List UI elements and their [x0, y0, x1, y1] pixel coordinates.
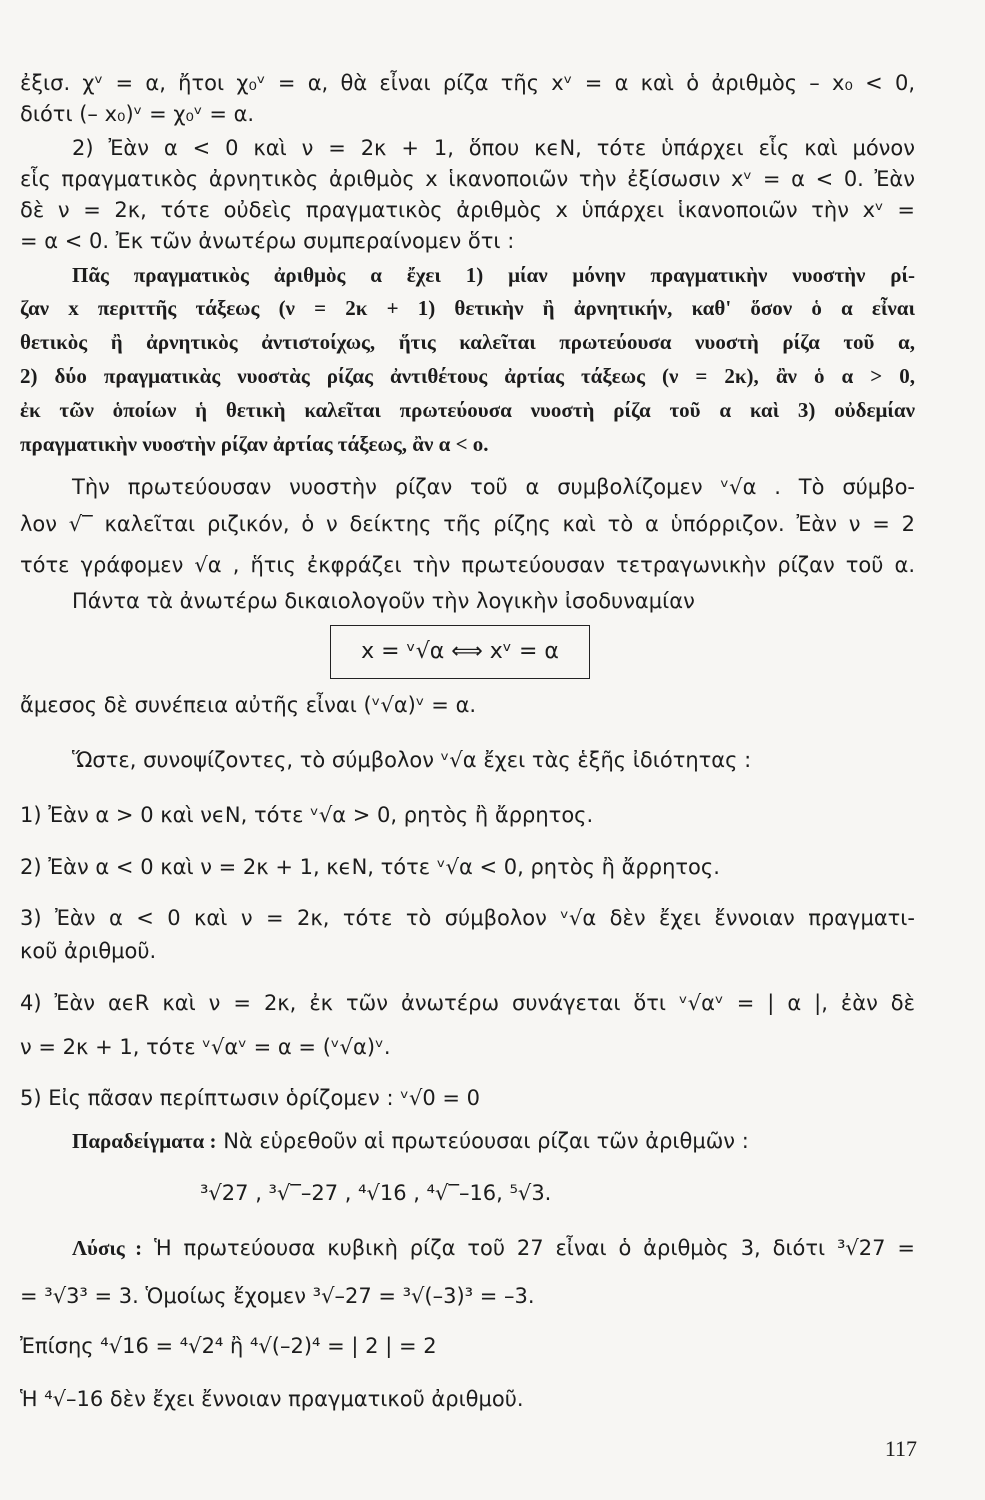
theorem-line: θετικὸς ἢ ἀρνητικὸς ἀντιστοίχως, ἥτις καλεῖται πρωτεύουσα νυοστὴ ρίζα τοῦ α, [20, 330, 915, 354]
text-line: Πάντα τὰ ἀνωτέρω δικαιολογοῦν τὴν λογικὴν ἰσοδυναμίαν [72, 589, 695, 613]
examples-list: ³√27 , ³√‾–27 , ⁴√16 , ⁴√‾–16, ⁵√3. [200, 1181, 552, 1205]
text-line: διότι (– x₀)ᵛ = χ₀ᵛ = α. [20, 102, 255, 126]
examples-text: Νὰ εὑρεθοῦν αἱ πρωτεύουσαι ρίζαι τῶν ἀριθμῶν : [223, 1129, 749, 1153]
text-line: 2) Ἐὰν α < 0 καὶ ν = 2κ + 1, ὅπου κϵN, τότε ὑπάρχει εἷς καὶ μόνον [72, 136, 915, 160]
equivalence-formula-box: x = ᵛ√α ⟺ xᵛ = α [330, 625, 590, 679]
theorem-line: ἐκ τῶν ὁποίων ἡ θετικὴ καλεῖται πρωτεύουσα νυοστὴ ρίζα τοῦ α καὶ 3) οὐδεμίαν [20, 398, 915, 422]
text-line: λον √‾ καλεῖται ριζικόν, ὁ ν δείκτης τῆς ρίζης καὶ τὸ α ὑπόρριζον. Ἐὰν ν = 2 [20, 512, 915, 536]
solution-line: = ³√3³ = 3. Ὁμοίως ἔχομεν ³√–27 = ³√(–3)³ = –3. [20, 1284, 535, 1308]
page-number: 117 [884, 1436, 917, 1461]
solution-label: Λύσις : [72, 1236, 143, 1260]
text-line: ἄμεσος δὲ συνέπεια αὐτῆς εἶναι (ᵛ√α)ᵛ = α. [20, 693, 477, 717]
property-line: 4) Ἐὰν αϵR καὶ ν = 2κ, ἐκ τῶν ἀνωτέρω συνάγεται ὅτι ᵛ√αᵛ = | α |, ἐὰν δὲ [20, 991, 915, 1015]
theorem-line: ζαν x περιττῆς τάξεως (ν = 2κ + 1) θετικὴν ἢ ἀρνητικήν, καθ' ὅσον ὁ α εἶναι [20, 296, 915, 320]
property-line: κοῦ ἀριθμοῦ. [20, 939, 157, 963]
examples-label: Παραδείγματα : [72, 1129, 217, 1153]
theorem-line: 2) δύο πραγματικὰς νυοστὰς ρίζας ἀντιθέτους ἀρτίας τάξεως (ν = 2κ), ἂν ὁ α > 0, [20, 364, 915, 388]
property-line: 3) Ἐὰν α < 0 καὶ ν = 2κ, τότε τὸ σύμβολον ᵛ√α δὲν ἔχει ἔννοιαν πραγματι- [20, 906, 915, 930]
theorem-line: πραγματικὴν νυοστὴν ρίζαν ἀρτίας τάξεως, ἂν α < ο. [20, 432, 489, 456]
theorem-line: Πᾶς πραγματικὸς ἀριθμὸς α ἔχει 1) μίαν μόνην πραγματικὴν νυοστὴν ρί- [72, 263, 915, 287]
examples-line [72, 1126, 967, 1156]
text-line: δὲ ν = 2κ, τότε οὐδεὶς πραγματικὸς ἀριθμὸς x ὑπάρχει ἱκανοποιῶν τὴν xᵛ = [20, 198, 915, 222]
solution-line: Ἡ ⁴√–16 δὲν ἔχει ἔννοιαν πραγματικοῦ ἀριθμοῦ. [20, 1387, 524, 1411]
property-line: 1) Ἐὰν α > 0 καὶ νϵN, τότε ᵛ√α > 0, ρητὸς ἢ ἄρρητος. [20, 803, 594, 827]
property-line: 5) Εἰς πᾶσαν περίπτωσιν ὁρίζομεν : ᵛ√0 = 0 [20, 1086, 481, 1110]
solution-line: Ἐπίσης ⁴√16 = ⁴√2⁴ ἢ ⁴√(–2)⁴ = | 2 | = 2 [20, 1334, 437, 1358]
text-line: Ὥστε, συνοψίζοντες, τὸ σύμβολον ᵛ√α ἔχει τὰς ἑξῆς ἰδιότητας : [72, 748, 752, 772]
text-line: εἷς πραγματικὸς ἀρνητικὸς ἀριθμὸς x ἱκανοποιῶν τὴν ἐξίσωσιν xᵛ = α < 0. Ἐὰν [20, 167, 915, 191]
text-line: τότε γράφομεν √α , ἥτις ἐκφράζει τὴν πρωτεύουσαν τετραγωνικὴν ρίζαν τοῦ α. [20, 553, 915, 577]
solution-line [72, 1233, 915, 1263]
text-line: Τὴν πρωτεύουσαν νυοστὴν ρίζαν τοῦ α συμβολίζομεν ᵛ√α . Τὸ σύμβο- [72, 475, 915, 499]
text-line: ἐξισ. χᵛ = α, ἤτοι χ₀ᵛ = α, θὰ εἶναι ρίζα τῆς xᵛ = α καὶ ὁ ἀριθμὸς – x₀ < 0, [20, 71, 915, 95]
text-line: = α < 0. Ἐκ τῶν ἀνωτέρω συμπεραίνομεν ὅτι : [20, 229, 515, 253]
solution-text: Ἡ πρωτεύουσα κυβικὴ ρίζα τοῦ 27 εἶναι ὁ ἀριθμὸς 3, διότι ³√27 = [154, 1236, 915, 1260]
property-line: 2) Ἐὰν α < 0 καὶ ν = 2κ + 1, κϵN, τότε ᵛ√α < 0, ρητὸς ἢ ἄρρητος. [20, 855, 720, 879]
property-line: ν = 2κ + 1, τότε ᵛ√αᵛ = α = (ᵛ√α)ᵛ. [20, 1035, 391, 1059]
